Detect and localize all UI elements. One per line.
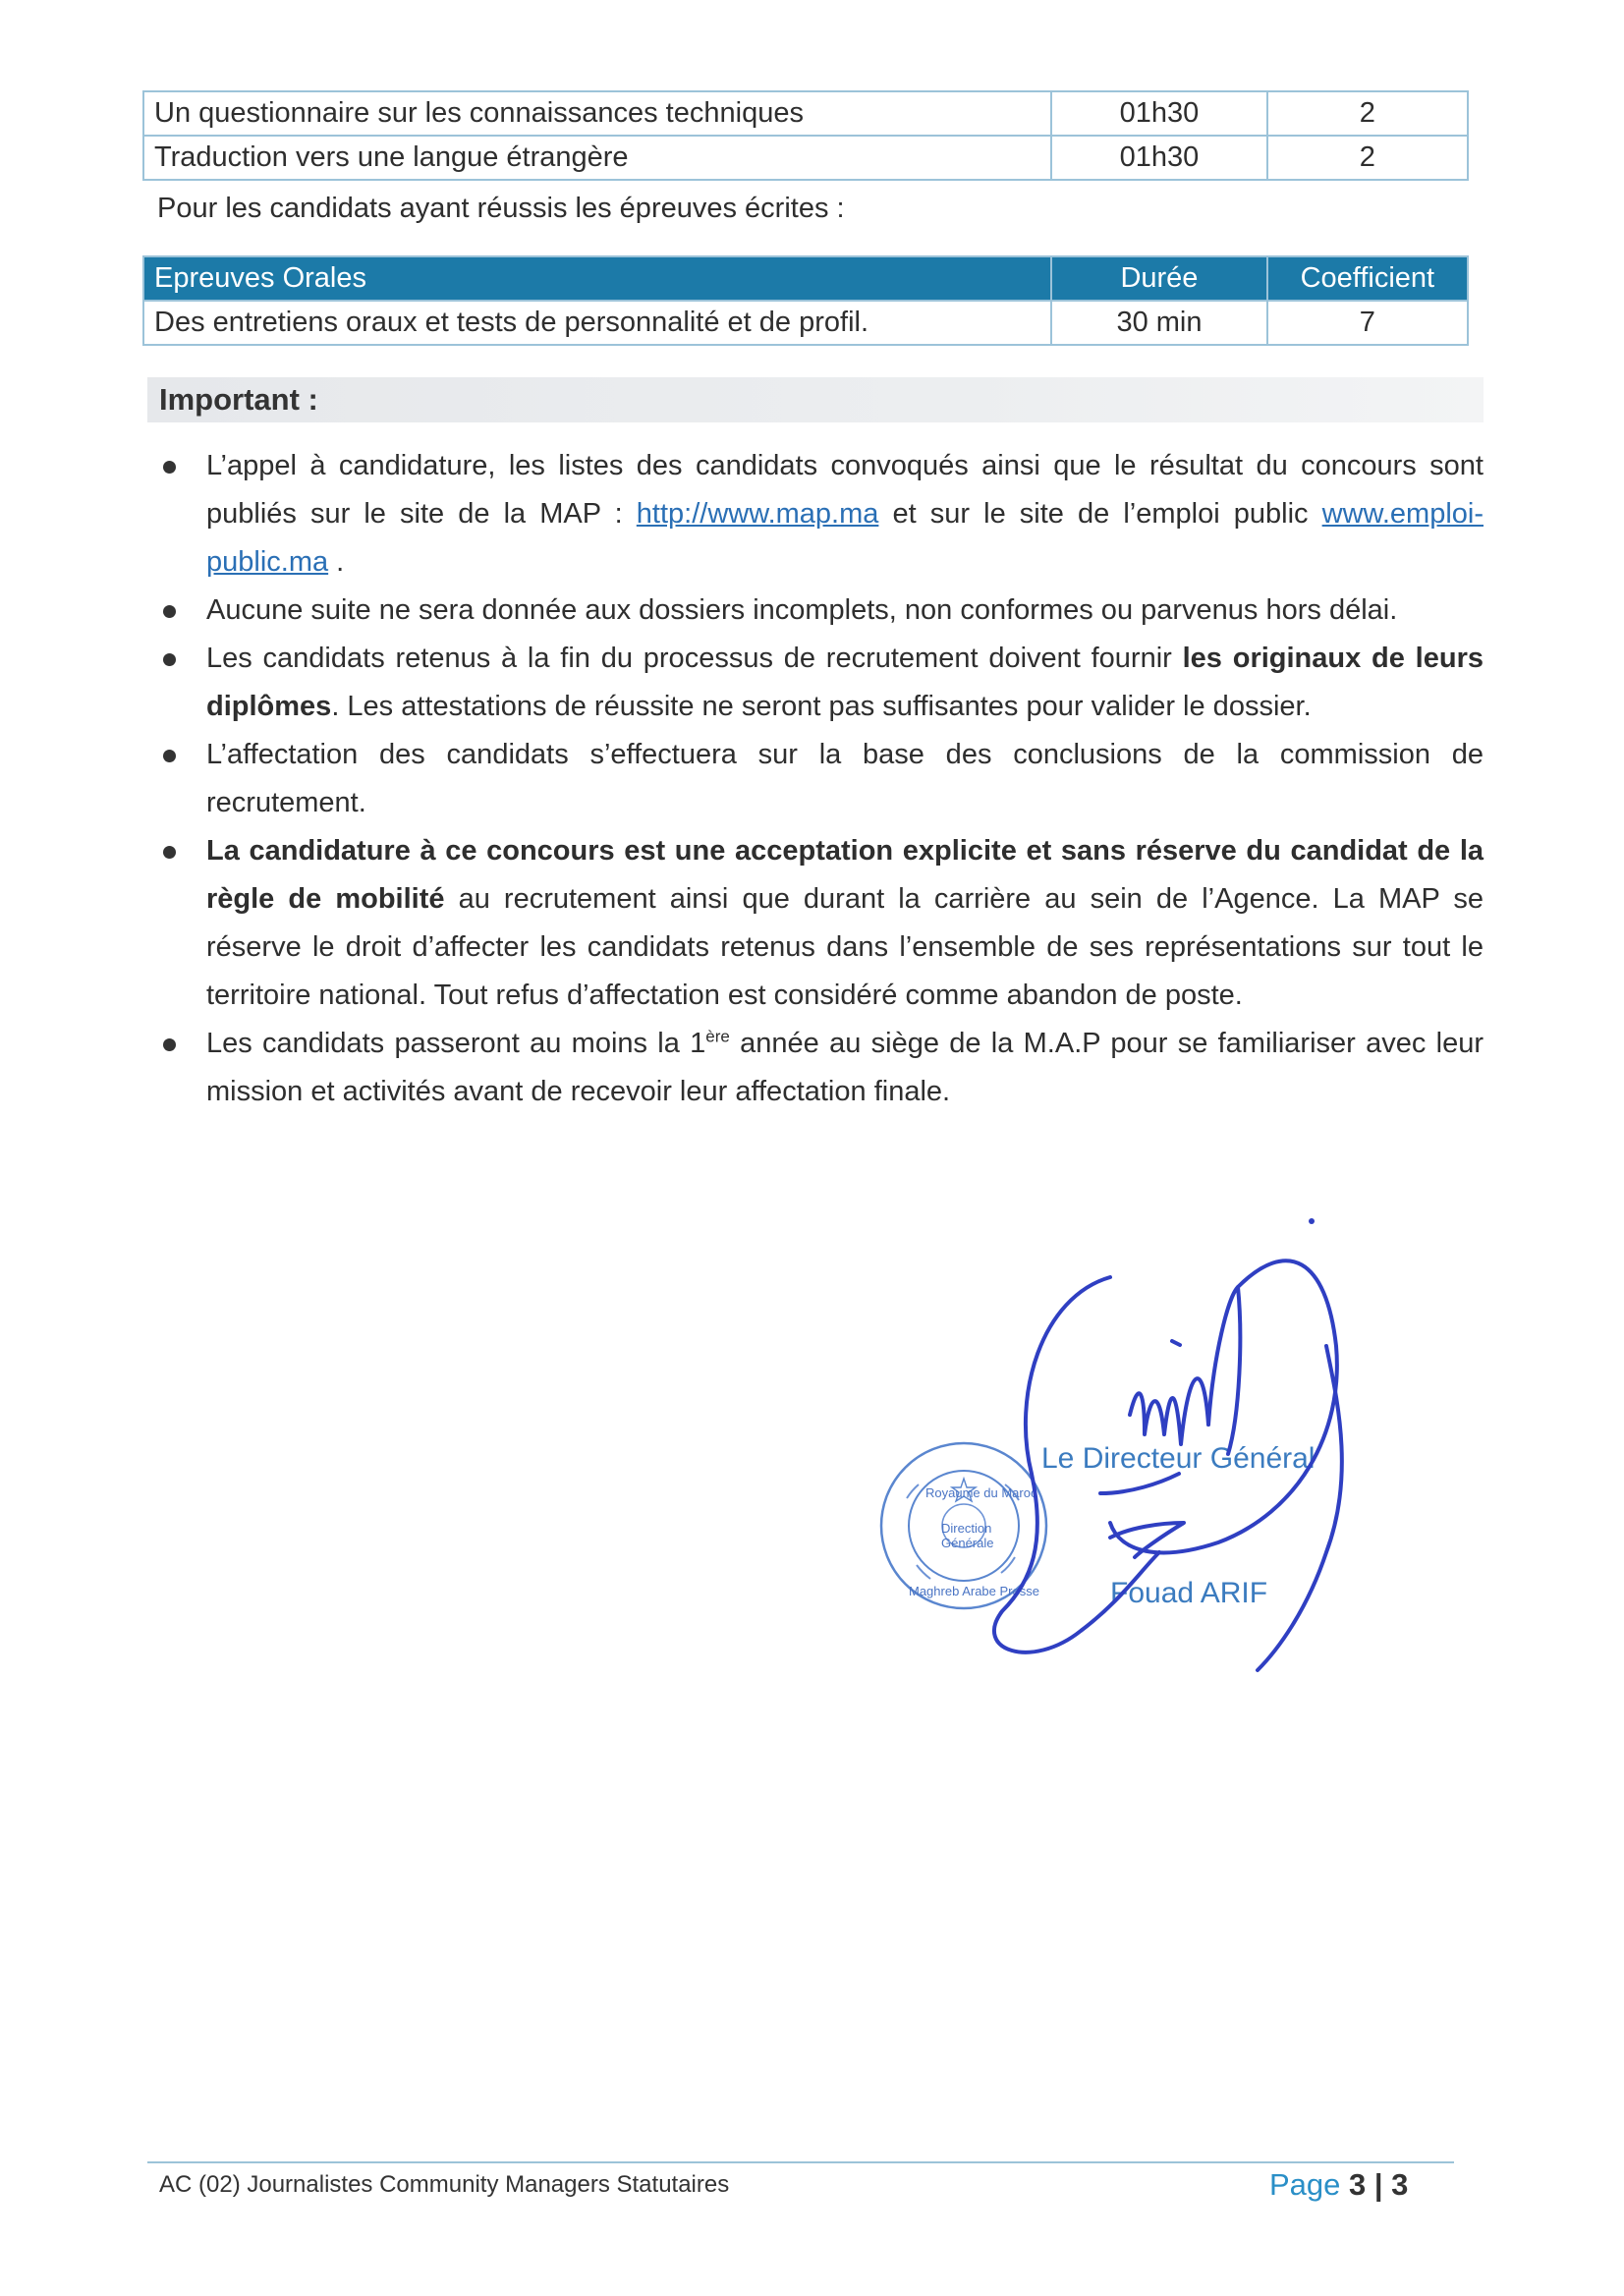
test-duration: 01h30: [1051, 136, 1267, 180]
list-item-text: au recrutement ainsi que durant la carrière au sein de l’Agence. La MAP se réserve le droit d’affecter les candidats retenus dans l’ensemble de ses représentations sur tout le territoire national. Tout refus d’affectation est considéré comme abandon de poste.: [206, 883, 1484, 1011]
stamp-text: Royaume du Maroc: [925, 1485, 1037, 1500]
test-label: Un questionnaire sur les connaissances techniques: [143, 91, 1051, 136]
list-item-text: L’appel à candidature, les listes des candidats convoqués ainsi que le résultat du concours sont publiés sur le site de la MAP :: [206, 450, 1484, 530]
page-label: Page: [1269, 2167, 1350, 2202]
bullet-icon: [163, 1038, 176, 1051]
superscript: ère: [705, 1027, 730, 1046]
oral-tests-table: [142, 255, 1469, 346]
table-row: [143, 301, 1468, 345]
list-item: [157, 1020, 1484, 1116]
list-item-text: . Les attestations de réussite ne seront pas suffisantes pour valider le dossier.: [331, 691, 1312, 722]
bullet-icon: [163, 653, 176, 666]
footer-document-title: AC (02) Journalistes Community Managers Statutaires: [159, 2171, 730, 2198]
signatory-name: Fouad ARIF: [1110, 1577, 1268, 1609]
bullet-icon: [163, 461, 176, 474]
test-duration: 30 min: [1051, 301, 1267, 345]
page-total: 3: [1391, 2167, 1409, 2202]
test-label: Des entretiens oraux et tests de personnalité et de profil.: [143, 301, 1051, 345]
list-item-text: Aucune suite ne sera donnée aux dossiers incomplets, non conformes ou parvenus hors délai.: [206, 594, 1398, 626]
list-item-text: année au siège de la M.A.P pour se familiariser avec leur mission et activités avant de recevoir leur affectation finale.: [206, 1028, 1484, 1107]
list-item-text: Les candidats retenus à la fin du processus de recrutement doivent fournir: [206, 643, 1183, 674]
table-row: [143, 136, 1468, 180]
handwritten-signature: [865, 1199, 1375, 1690]
list-item: [157, 635, 1484, 731]
list-item-text: Les candidats passeront au moins la 1: [206, 1028, 706, 1059]
list-item-text: L’affectation des candidats s’effectuera sur la base des conclusions de la commission de recrutement.: [206, 739, 1484, 818]
test-duration: 01h30: [1051, 91, 1267, 136]
emploi-public-link[interactable]: www.emploi-public.ma: [206, 498, 1484, 578]
footer-divider: [147, 2161, 1454, 2163]
bullet-icon: [163, 605, 176, 618]
written-tests-table: [142, 90, 1469, 181]
stamp-text: Générale: [941, 1536, 994, 1550]
bullet-icon: [163, 846, 176, 859]
important-banner: [147, 377, 1484, 422]
list-item-text: .: [328, 546, 345, 578]
page-number: [1269, 2167, 1408, 2203]
map-website-link[interactable]: http://www.map.ma: [636, 498, 879, 530]
list-item-text: et sur le site de l’emploi public: [878, 498, 1322, 530]
bullet-icon: [163, 750, 176, 762]
stamp-text: Maghreb Arabe Presse: [909, 1584, 1039, 1598]
test-coefficient: 2: [1267, 91, 1468, 136]
list-item: [157, 827, 1484, 1020]
test-coefficient: 2: [1267, 136, 1468, 180]
list-item: [157, 731, 1484, 827]
list-item: [157, 442, 1484, 587]
test-label: Traduction vers une langue étrangère: [143, 136, 1051, 180]
important-list: [157, 442, 1484, 1116]
header-label: Epreuves Orales: [143, 256, 1051, 301]
header-duration: Durée: [1051, 256, 1267, 301]
table-row: [143, 91, 1468, 136]
header-coefficient: Coefficient: [1267, 256, 1468, 301]
oral-intro-text: Pour les candidats ayant réussis les épreuves écrites :: [157, 193, 845, 224]
list-item-bold-text: les originaux de leurs diplômes: [206, 643, 1484, 722]
table-header-row: [143, 256, 1468, 301]
page-current: 3: [1349, 2167, 1367, 2202]
important-heading: Important :: [159, 382, 318, 417]
page-separator: |: [1366, 2167, 1392, 2202]
stamp-text: Direction: [941, 1521, 992, 1536]
signatory-title: Le Directeur Général: [1041, 1442, 1316, 1475]
list-item-bold-text: La candidature à ce concours est une acceptation explicite et sans réserve du candidat de la règle de mobilité: [206, 835, 1484, 915]
test-coefficient: 7: [1267, 301, 1468, 345]
list-item: [157, 587, 1484, 635]
